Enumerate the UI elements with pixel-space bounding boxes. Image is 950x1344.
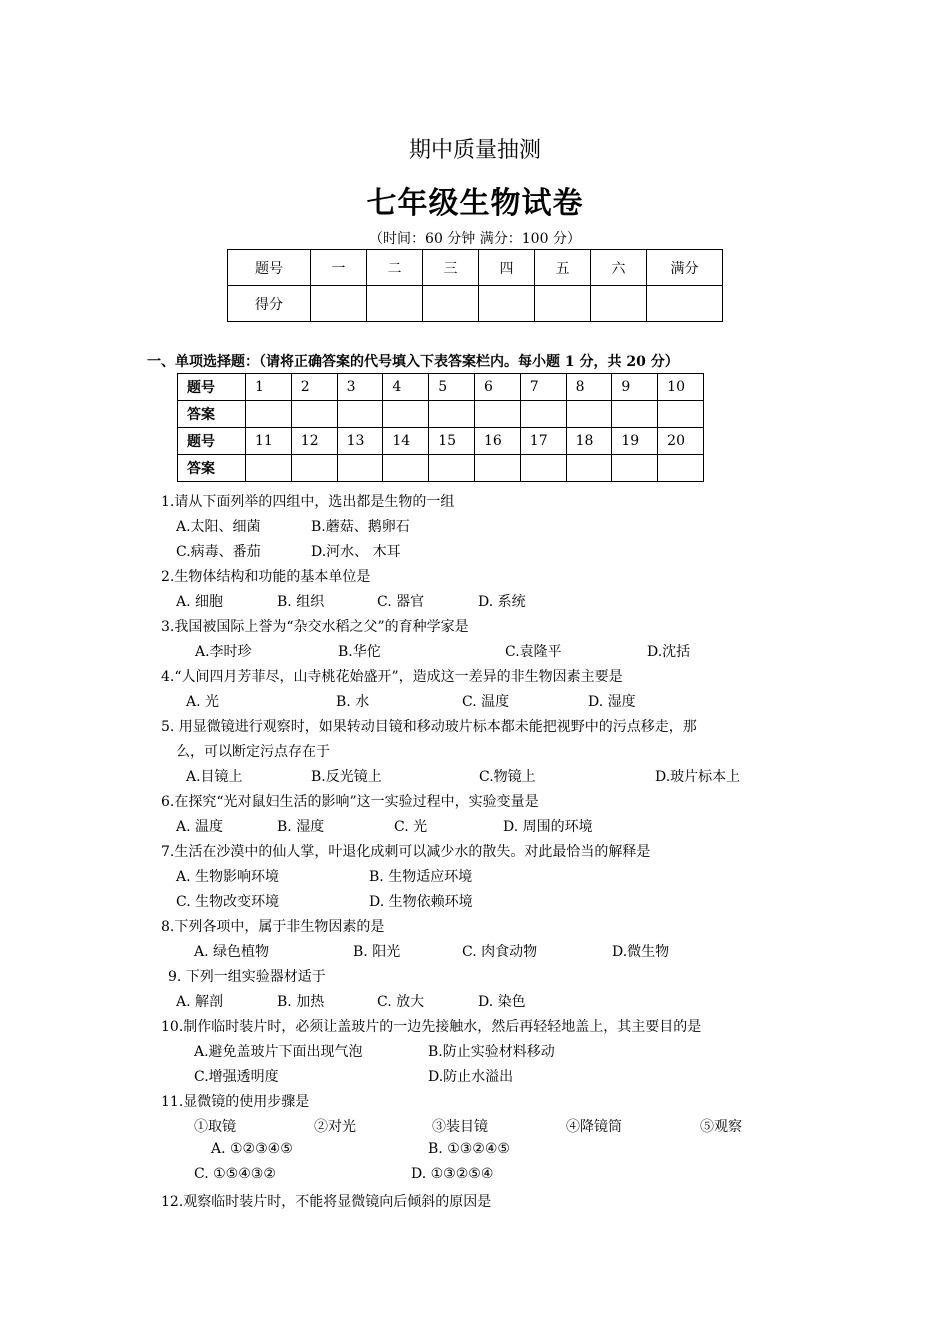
answer-cell[interactable] — [429, 401, 475, 428]
option: A. 生物影响环境 — [176, 869, 280, 885]
option: B. ①③②④⑤ — [428, 1141, 510, 1157]
question-stem: 12.观察临时装片时，不能将显微镜向后倾斜的原因是 — [161, 1194, 492, 1210]
question-stem: 11.显微镜的使用步骤是 — [161, 1094, 310, 1110]
question-number-cell: 11 — [246, 428, 292, 455]
question-number-cell: 8 — [566, 374, 612, 401]
question-number-cell: 5 — [429, 374, 475, 401]
option: C.增强透明度 — [194, 1069, 279, 1085]
question-number-cell: 20 — [658, 428, 704, 455]
answer-cell[interactable] — [566, 455, 612, 482]
option: D.防止水溢出 — [428, 1069, 514, 1085]
question-stem: 5. 用显微镜进行观察时，如果转动目镜和移动玻片标本都未能把视野中的污点移走，那 — [161, 719, 697, 735]
option: C. 生物改变环境 — [176, 894, 280, 910]
answer-cell[interactable] — [520, 401, 566, 428]
score-header-cell: 三 — [423, 250, 479, 286]
score-row-label: 得分 — [228, 286, 311, 322]
question-stem: 9. 下列一组实验器材适于 — [168, 969, 326, 985]
option: D. 染色 — [478, 994, 526, 1010]
score-header-cell: 满分 — [647, 250, 723, 286]
question-stem-continued: 么，可以断定污点存在于 — [176, 744, 330, 760]
answer-cell[interactable] — [246, 455, 292, 482]
section-heading: 一、单项选择题：（请将正确答案的代号填入下表答案栏内。每小题 1 分，共 20 分） — [147, 354, 679, 370]
score-cell[interactable] — [311, 286, 367, 322]
option: D.河水、 木耳 — [311, 544, 401, 560]
option: B. 阳光 — [353, 944, 401, 960]
question-stem: 1.请从下面列举的四组中，选出都是生物的一组 — [161, 494, 455, 510]
answer-table-answer-row — [178, 401, 704, 428]
answer-table-q-label: 题号 — [178, 374, 246, 401]
score-header-cell: 一 — [311, 250, 367, 286]
answer-cell[interactable] — [658, 455, 704, 482]
question-stem: 3.我国被国际上誉为“杂交水稻之父”的育种学家是 — [161, 619, 469, 635]
question-number-cell: 13 — [337, 428, 383, 455]
option: B. 加热 — [277, 994, 325, 1010]
answer-cell[interactable] — [474, 455, 520, 482]
option: D. 系统 — [478, 594, 526, 610]
option: C. 光 — [394, 819, 428, 835]
option: D.玻片标本上 — [655, 769, 741, 785]
answer-table-a-label: 答案 — [178, 455, 246, 482]
answer-cell[interactable] — [246, 401, 292, 428]
question-number-cell: 9 — [612, 374, 658, 401]
answer-table-question-row — [178, 374, 704, 401]
score-cell[interactable] — [647, 286, 723, 322]
exam-subtitle: 期中质量抽测 — [408, 138, 541, 163]
question-number-cell: 15 — [429, 428, 475, 455]
question-stem: 7.生活在沙漠中的仙人掌，叶退化成刺可以减少水的散失。对此最恰当的解释是 — [161, 844, 651, 860]
answer-cell[interactable] — [291, 401, 337, 428]
question-stem: 6.在探究“光对鼠妇生活的影响”这一实验过程中，实验变量是 — [161, 794, 539, 810]
exam-title: 七年级生物试卷 — [366, 186, 584, 221]
question-stem: 10.制作临时装片时，必须让盖玻片的一边先接触水，然后再轻轻地盖上，其主要目的是 — [161, 1019, 702, 1035]
answer-table-question-row — [178, 428, 704, 455]
score-header-cell: 二 — [367, 250, 423, 286]
answer-cell[interactable] — [383, 455, 429, 482]
option: A.太阳、细菌 — [176, 519, 261, 535]
option: C. 器官 — [377, 594, 425, 610]
answer-cell[interactable] — [520, 455, 566, 482]
option: D. 周围的环境 — [503, 819, 593, 835]
option: A. 解剖 — [176, 994, 224, 1010]
answer-table-answer-row — [178, 455, 704, 482]
score-value-row — [228, 286, 723, 322]
option: A. 光 — [186, 694, 220, 710]
option: D. 湿度 — [588, 694, 636, 710]
question-number-cell: 4 — [383, 374, 429, 401]
option: D. 生物依赖环境 — [369, 894, 473, 910]
question-number-cell: 17 — [520, 428, 566, 455]
question-number-cell: 6 — [474, 374, 520, 401]
score-table — [227, 249, 723, 322]
option: D.沈括 — [647, 644, 691, 660]
score-header-cell: 五 — [535, 250, 591, 286]
option: A. 绿色植物 — [194, 944, 270, 960]
option: B.防止实验材料移动 — [428, 1044, 555, 1060]
option: A. ①②③④⑤ — [211, 1141, 293, 1157]
question-number-cell: 19 — [612, 428, 658, 455]
option: C.物镜上 — [479, 769, 536, 785]
option: A.避免盖玻片下面出现气泡 — [194, 1044, 363, 1060]
answer-cell[interactable] — [612, 455, 658, 482]
score-header-cell: 四 — [479, 250, 535, 286]
question-stem: 4.“人间四月芳菲尽，山寺桃花始盛开”，造成这一差异的非生物因素主要是 — [161, 669, 623, 685]
question-number-cell: 7 — [520, 374, 566, 401]
question-number-cell: 18 — [566, 428, 612, 455]
option: D. ①③②⑤④ — [411, 1166, 494, 1182]
answer-cell[interactable] — [383, 401, 429, 428]
answer-cell[interactable] — [337, 401, 383, 428]
option: D.微生物 — [612, 944, 670, 960]
question-number-cell: 16 — [474, 428, 520, 455]
question-stem: 8.下列各项中，属于非生物因素的是 — [161, 919, 385, 935]
option: B. 生物适应环境 — [369, 869, 473, 885]
answer-table — [177, 373, 704, 482]
score-header-row — [228, 250, 723, 286]
question-number-cell: 3 — [337, 374, 383, 401]
score-cell[interactable] — [479, 286, 535, 322]
question-number-cell: 1 — [246, 374, 292, 401]
answer-cell[interactable] — [474, 401, 520, 428]
option: C.病毒、番茄 — [176, 544, 261, 560]
option: C. 温度 — [462, 694, 510, 710]
step: ④降镜筒 — [566, 1119, 622, 1135]
option: A.李时珍 — [195, 644, 252, 660]
option: B. 湿度 — [277, 819, 325, 835]
exam-info: （时间：60 分钟 满分：100 分） — [369, 231, 581, 247]
question-stem: 2.生物体结构和功能的基本单位是 — [161, 569, 371, 585]
option: A.目镜上 — [186, 769, 243, 785]
answer-table-q-label: 题号 — [178, 428, 246, 455]
option: A. 温度 — [176, 819, 224, 835]
option: C.袁隆平 — [505, 644, 562, 660]
option: B.蘑菇、鹅卵石 — [311, 519, 410, 535]
answer-cell[interactable] — [566, 401, 612, 428]
step: ②对光 — [314, 1119, 356, 1135]
question-number-cell: 10 — [658, 374, 704, 401]
option: A. 细胞 — [176, 594, 224, 610]
option: B. 组织 — [277, 594, 325, 610]
score-cell[interactable] — [591, 286, 647, 322]
option: B.华佗 — [338, 644, 381, 660]
score-cell[interactable] — [535, 286, 591, 322]
question-number-cell: 12 — [291, 428, 337, 455]
answer-cell[interactable] — [429, 455, 475, 482]
option: C. ①⑤④③② — [194, 1166, 276, 1182]
answer-cell[interactable] — [612, 401, 658, 428]
score-cell[interactable] — [423, 286, 479, 322]
question-number-cell: 2 — [291, 374, 337, 401]
option: B. 水 — [336, 694, 370, 710]
step: ①取镜 — [194, 1119, 236, 1135]
step: ⑤观察 — [700, 1119, 742, 1135]
option: C. 放大 — [377, 994, 425, 1010]
step: ③装目镜 — [432, 1119, 488, 1135]
answer-cell[interactable] — [291, 455, 337, 482]
answer-cell[interactable] — [337, 455, 383, 482]
answer-table-a-label: 答案 — [178, 401, 246, 428]
option: C. 肉食动物 — [462, 944, 538, 960]
score-header-cell: 六 — [591, 250, 647, 286]
option: B.反光镜上 — [311, 769, 382, 785]
score-cell[interactable] — [367, 286, 423, 322]
score-header-cell: 题号 — [228, 250, 311, 286]
answer-cell[interactable] — [658, 401, 704, 428]
question-number-cell: 14 — [383, 428, 429, 455]
